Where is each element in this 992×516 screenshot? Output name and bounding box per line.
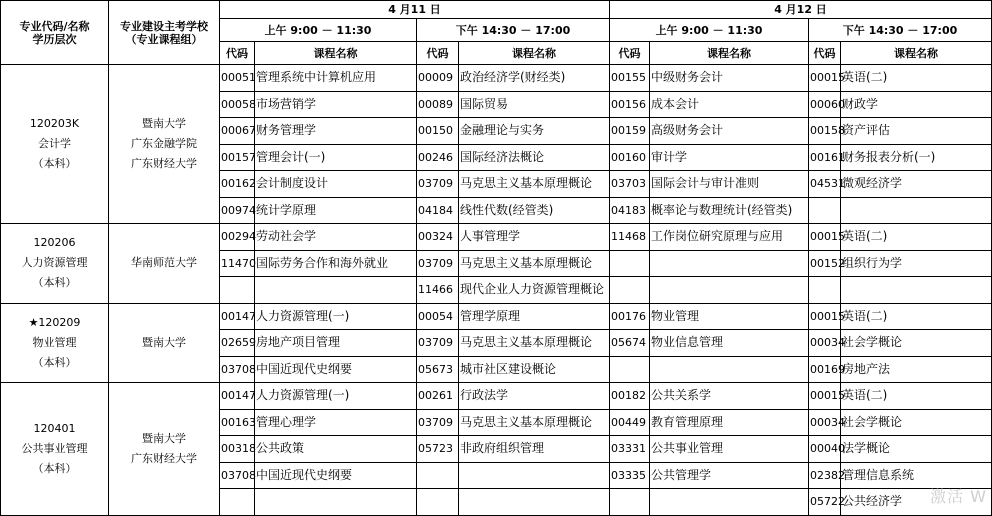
course-name: 管理系统中计算机应用 — [255, 65, 417, 92]
course-name: 国际贸易 — [459, 91, 610, 118]
course-name: 统计学原理 — [255, 197, 417, 224]
course-code: 00324 — [417, 224, 459, 251]
course-code: 00067 — [220, 118, 255, 145]
course-name: 概率论与数理统计(经管类) — [650, 197, 809, 224]
major-code-header — [1, 1, 109, 65]
course-code — [809, 277, 841, 304]
course-name — [459, 489, 610, 516]
course-code: 00015 — [809, 383, 841, 410]
day1-header: 4 月11 日 — [220, 1, 610, 19]
course-name: 市场营销学 — [255, 91, 417, 118]
major-code: 120206 — [33, 236, 76, 250]
course-name: 公共管理学 — [650, 462, 809, 489]
course-name: 财务管理学 — [255, 118, 417, 145]
course-name: 社会学概论 — [841, 330, 992, 357]
course-code: 00147 — [220, 303, 255, 330]
course-name: 人事管理学 — [459, 224, 610, 251]
course-code: 02659 — [220, 330, 255, 357]
course-name: 人力资源管理(一) — [255, 303, 417, 330]
course-name — [255, 277, 417, 304]
course-code: 00182 — [610, 383, 650, 410]
table-row — [1, 65, 992, 92]
course-code: 00060 — [809, 91, 841, 118]
major-level: （本科） — [32, 276, 77, 290]
course-name: 管理信息系统 — [841, 462, 992, 489]
course-name: 国际劳务合作和海外就业 — [255, 250, 417, 277]
course-name: 公共事业管理 — [650, 436, 809, 463]
course-name: 财政学 — [841, 91, 992, 118]
course-code: 00246 — [417, 144, 459, 171]
course-code: 02382 — [809, 462, 841, 489]
course-code: 00163 — [220, 409, 255, 436]
course-code: 11470 — [220, 250, 255, 277]
course-name — [650, 356, 809, 383]
school-cell — [109, 224, 220, 304]
major-code-header-line2: 学历层次 — [32, 32, 77, 46]
course-name: 行政法学 — [459, 383, 610, 410]
course-name: 中国近现代史纲要 — [255, 356, 417, 383]
course-name: 审计学 — [650, 144, 809, 171]
course-code — [610, 277, 650, 304]
course-name: 高级财务会计 — [650, 118, 809, 145]
course-code: 00015 — [809, 224, 841, 251]
major-cell — [1, 383, 109, 516]
school-header-line2: （专业课程组） — [125, 32, 203, 46]
course-code: 00261 — [417, 383, 459, 410]
school-cell — [109, 65, 220, 224]
course-name: 微观经济学 — [841, 171, 992, 198]
course-name: 物业管理 — [650, 303, 809, 330]
course-code: 00089 — [417, 91, 459, 118]
major-code-header-line1: 专业代码/名称 — [19, 19, 90, 33]
course-name: 房地产项目管理 — [255, 330, 417, 357]
course-name: 工作岗位研究原理与应用 — [650, 224, 809, 251]
course-name: 马克思主义基本原理概论 — [459, 171, 610, 198]
course-code: 04531 — [809, 171, 841, 198]
course-code: 00161 — [809, 144, 841, 171]
school-header — [109, 1, 220, 65]
school-name: 广东财经大学 — [131, 157, 197, 170]
watermark-text: 激活 W — [930, 487, 987, 506]
course-name: 英语(二) — [841, 65, 992, 92]
course-name — [841, 197, 992, 224]
course-name — [459, 462, 610, 489]
course-code: 05673 — [417, 356, 459, 383]
course-code: 05722 — [809, 489, 841, 516]
course-name: 社会学概论 — [841, 409, 992, 436]
major-level: （本科） — [32, 157, 77, 170]
major-level: （本科） — [32, 461, 77, 475]
school-name: 暨南大学 — [142, 117, 186, 130]
course-code: 00162 — [220, 171, 255, 198]
course-header: 课程名称 — [650, 42, 809, 65]
course-name: 国际会计与审计准则 — [650, 171, 809, 198]
major-code: 120401 — [33, 421, 76, 435]
course-name: 英语(二) — [841, 224, 992, 251]
schedule-body — [1, 1, 992, 516]
day1-am-header: 上午 9:00 － 11:30 — [220, 19, 417, 42]
course-name: 马克思主义基本原理概论 — [459, 409, 610, 436]
course-code: 00159 — [610, 118, 650, 145]
course-name: 人力资源管理(一) — [255, 383, 417, 410]
course-name: 教育管理原理 — [650, 409, 809, 436]
course-code: 00158 — [809, 118, 841, 145]
course-name: 非政府组织管理 — [459, 436, 610, 463]
course-code: 00160 — [610, 144, 650, 171]
course-code: 00318 — [220, 436, 255, 463]
day2-header: 4 月12 日 — [610, 1, 992, 19]
major-name: 物业管理 — [32, 335, 77, 349]
course-code: 11468 — [610, 224, 650, 251]
major-name: 公共事业管理 — [21, 441, 88, 455]
table-row — [1, 383, 992, 410]
course-name: 法学概论 — [841, 436, 992, 463]
course-name: 中级财务会计 — [650, 65, 809, 92]
course-name: 成本会计 — [650, 91, 809, 118]
course-name: 马克思主义基本原理概论 — [459, 250, 610, 277]
day2-am-header: 上午 9:00 － 11:30 — [610, 19, 809, 42]
major-code: ★120209 — [28, 315, 81, 329]
major-name: 人力资源管理 — [21, 256, 88, 270]
course-code: 03709 — [417, 409, 459, 436]
course-code: 00155 — [610, 65, 650, 92]
course-code: 00009 — [417, 65, 459, 92]
course-code: 00152 — [809, 250, 841, 277]
course-name: 金融理论与实务 — [459, 118, 610, 145]
course-header: 课程名称 — [255, 42, 417, 65]
course-name: 公共政策 — [255, 436, 417, 463]
course-code: 05674 — [610, 330, 650, 357]
course-code: 00054 — [417, 303, 459, 330]
course-code — [610, 489, 650, 516]
course-code: 11466 — [417, 277, 459, 304]
code-header: 代码 — [220, 42, 255, 65]
code-header: 代码 — [417, 42, 459, 65]
table-row — [1, 224, 992, 251]
course-name: 中国近现代史纲要 — [255, 462, 417, 489]
course-code: 03709 — [417, 250, 459, 277]
table-row — [1, 303, 992, 330]
course-code: 00150 — [417, 118, 459, 145]
code-header: 代码 — [610, 42, 650, 65]
major-cell — [1, 65, 109, 224]
school-name: 暨南大学 — [142, 431, 186, 445]
school-name: 广东金融学院 — [131, 137, 197, 150]
course-code: 03708 — [220, 462, 255, 489]
course-code — [809, 197, 841, 224]
major-code: 120203K — [29, 117, 80, 130]
course-name: 会计制度设计 — [255, 171, 417, 198]
course-name: 劳动社会学 — [255, 224, 417, 251]
day1-pm-header: 下午 14:30 － 17:00 — [417, 19, 610, 42]
course-name: 财务报表分析(一) — [841, 144, 992, 171]
course-code: 00169 — [809, 356, 841, 383]
course-code — [220, 489, 255, 516]
course-name: 管理学原理 — [459, 303, 610, 330]
course-code: 04183 — [610, 197, 650, 224]
course-code: 00051 — [220, 65, 255, 92]
course-name: 马克思主义基本原理概论 — [459, 330, 610, 357]
school-name: 暨南大学 — [142, 335, 186, 349]
course-code: 00058 — [220, 91, 255, 118]
course-code: 00015 — [809, 303, 841, 330]
course-code: 00157 — [220, 144, 255, 171]
course-code: 00156 — [610, 91, 650, 118]
course-code: 03703 — [610, 171, 650, 198]
course-code — [417, 462, 459, 489]
course-name: 现代企业人力资源管理概论 — [459, 277, 610, 304]
course-name — [841, 277, 992, 304]
course-code — [610, 250, 650, 277]
course-code: 03709 — [417, 171, 459, 198]
code-header: 代码 — [809, 42, 841, 65]
school-name: 华南师范大学 — [131, 256, 197, 270]
course-code: 00040 — [809, 436, 841, 463]
course-name — [650, 489, 809, 516]
course-name — [650, 277, 809, 304]
course-name: 线性代数(经管类) — [459, 197, 610, 224]
course-code: 00449 — [610, 409, 650, 436]
course-code: 00176 — [610, 303, 650, 330]
course-code: 00147 — [220, 383, 255, 410]
course-name: 房地产法 — [841, 356, 992, 383]
course-name: 英语(二) — [841, 303, 992, 330]
course-name: 城市社区建设概论 — [459, 356, 610, 383]
course-name: 资产评估 — [841, 118, 992, 145]
course-name: 组织行为学 — [841, 250, 992, 277]
course-name: 英语(二) — [841, 383, 992, 410]
major-level: （本科） — [32, 355, 77, 369]
day2-pm-header: 下午 14:30 － 17:00 — [809, 19, 992, 42]
school-header-line1: 专业建设主考学校 — [120, 19, 208, 33]
major-cell — [1, 303, 109, 383]
course-name: 管理心理学 — [255, 409, 417, 436]
course-code — [610, 356, 650, 383]
course-name: 管理会计(一) — [255, 144, 417, 171]
course-header: 课程名称 — [459, 42, 610, 65]
course-name: 政治经济学(财经类) — [459, 65, 610, 92]
course-code: 04184 — [417, 197, 459, 224]
course-name: 公共关系学 — [650, 383, 809, 410]
major-cell — [1, 224, 109, 304]
course-name — [255, 489, 417, 516]
course-code: 05723 — [417, 436, 459, 463]
course-code: 03709 — [417, 330, 459, 357]
course-code — [417, 489, 459, 516]
course-header: 课程名称 — [841, 42, 992, 65]
course-code: 00974 — [220, 197, 255, 224]
course-name: 物业信息管理 — [650, 330, 809, 357]
course-code: 00034 — [809, 409, 841, 436]
course-code: 03708 — [220, 356, 255, 383]
course-code: 00294 — [220, 224, 255, 251]
course-code: 00034 — [809, 330, 841, 357]
course-name: 国际经济法概论 — [459, 144, 610, 171]
course-code: 03331 — [610, 436, 650, 463]
header-row-days — [1, 1, 992, 19]
course-code: 00015 — [809, 65, 841, 92]
course-name — [650, 250, 809, 277]
major-name: 会计学 — [38, 137, 71, 150]
course-code: 03335 — [610, 462, 650, 489]
course-name: 公共经济学 — [841, 489, 992, 516]
school-cell — [109, 383, 220, 516]
school-cell — [109, 303, 220, 383]
school-name: 广东财经大学 — [131, 451, 197, 465]
course-code — [220, 277, 255, 304]
